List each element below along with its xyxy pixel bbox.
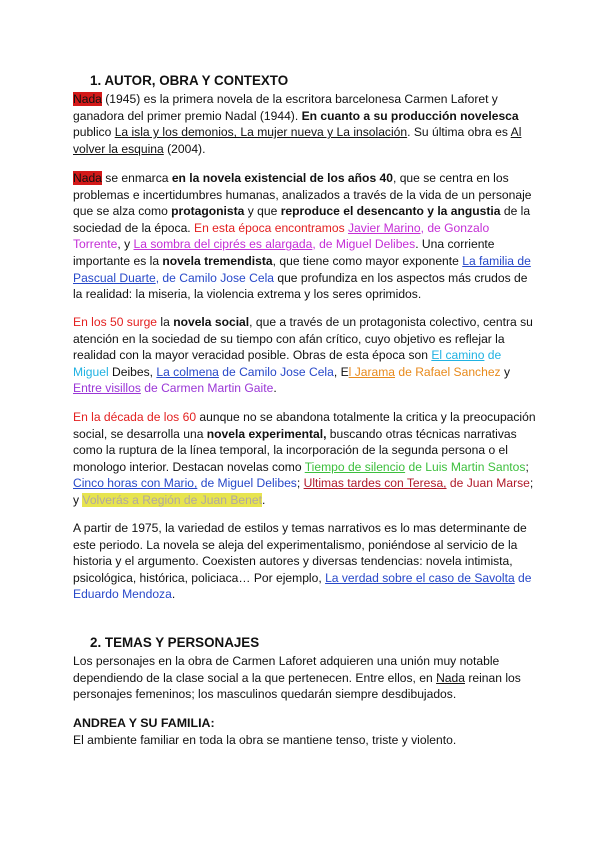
work-title: Javier Marino bbox=[348, 220, 421, 235]
bold-text: reproduce el desencanto y la angustia bbox=[280, 204, 501, 219]
red-text: En esta época encontramos bbox=[194, 220, 348, 235]
author-text: de Miguel Delibes bbox=[197, 476, 297, 491]
bold-text: en la novela existencial de los años 40 bbox=[171, 171, 393, 185]
author-text: , de Camilo Jose Cela bbox=[155, 270, 274, 285]
paragraph-4 bbox=[73, 409, 537, 509]
author-text: de Rafael Sanchez bbox=[395, 364, 501, 379]
text: ; y bbox=[73, 476, 534, 507]
red-text: En los 50 surge bbox=[73, 315, 158, 329]
work-title: Entre visillos bbox=[73, 381, 141, 396]
section-1-heading: 1. AUTOR, OBRA Y CONTEXTO bbox=[90, 73, 289, 88]
work-title: Cinco horas con Mario, bbox=[73, 476, 198, 491]
text: , y bbox=[117, 237, 134, 252]
work-title: El camino bbox=[431, 348, 485, 363]
text: reinan los personajes femeninos; los masculinos quedarán siempre desdibujados. bbox=[73, 670, 521, 702]
text: y que bbox=[244, 204, 281, 219]
author-text: de Luis Martin Santos bbox=[405, 459, 526, 474]
text: , que tiene como mayor exponente bbox=[272, 253, 463, 268]
text: , E bbox=[333, 364, 349, 379]
text: aunque no se abandona totalmente la critica y la preocupación social, se desarrolla una bbox=[73, 410, 536, 441]
bold-text: En cuanto a su producción novelesca bbox=[301, 108, 519, 123]
text: . bbox=[273, 381, 277, 396]
work-title: La familia de Pascual Duarte bbox=[73, 253, 531, 285]
bold-text: protagonista bbox=[171, 204, 245, 219]
red-text: En la década de los 60 bbox=[73, 410, 197, 424]
last-work: Al volver la esquina bbox=[73, 125, 522, 156]
author-text: de Eduardo Mendoza bbox=[73, 570, 532, 602]
paragraph-6 bbox=[73, 653, 537, 703]
text: que profundiza en los aspectos más crudos de la realidad: la miseria, la violencia extrema y los seres oprimidos. bbox=[73, 270, 528, 302]
author-text: , de Miguel Delibes bbox=[312, 237, 416, 252]
work-title: l Jarama bbox=[348, 364, 396, 379]
text: . bbox=[171, 587, 176, 602]
text: Deibes, bbox=[108, 364, 157, 379]
text: la bbox=[157, 315, 174, 329]
text: ; bbox=[525, 459, 529, 474]
title-underlined-nada: Nada bbox=[436, 670, 465, 685]
text: . bbox=[261, 492, 266, 507]
title-highlight-nada: Nada bbox=[73, 92, 102, 106]
work-title: La verdad sobre el caso de Savolta bbox=[325, 570, 515, 585]
text: . Una corriente importante es la bbox=[73, 237, 495, 268]
bold-text: novela tremendista bbox=[162, 253, 273, 268]
author-text: , de Gonzalo Torrente bbox=[73, 220, 490, 252]
works-list: La isla y los demonios, La mujer nueva y La insolación bbox=[114, 125, 408, 140]
text: de la sociedad de la época. bbox=[73, 204, 531, 235]
subheading-andrea: ANDREA Y SU FAMILIA: bbox=[73, 716, 215, 730]
paragraph-1 bbox=[73, 91, 537, 157]
text: publico bbox=[73, 125, 115, 140]
section-2-heading: 2. TEMAS Y PERSONAJES bbox=[90, 635, 260, 650]
text: buscando otras técnicas narrativas como la ruptura de la línea temporal, la incorporación de la segunda persona o el monologo interior. Destacan novelas como bbox=[73, 426, 517, 474]
text: Los personajes en la obra de Carmen Laforet adquieren una unión muy notable dependiendo de la clase social a la que pertenecen. Entre ellos, en bbox=[73, 654, 500, 685]
text: . Su última obra es bbox=[407, 125, 511, 140]
author-text: de Miguel bbox=[73, 348, 502, 379]
paragraph-3 bbox=[73, 314, 537, 397]
work-title: La sombra del ciprés es alargada bbox=[133, 237, 313, 252]
work-title: La colmena bbox=[156, 364, 219, 379]
paragraph-5 bbox=[73, 520, 537, 603]
paragraph-2 bbox=[73, 170, 537, 303]
text: (1945) es la primera novela de la escritora barcelonesa Carmen Laforet y ganadora del primer premio Nadal (1944). bbox=[73, 92, 498, 123]
author-text: de Carmen Martin Gaite bbox=[140, 381, 274, 396]
text: (2004). bbox=[163, 141, 206, 156]
text: y bbox=[500, 364, 511, 379]
paragraph-7: El ambiente familiar en toda la obra se mantiene tenso, triste y violento. bbox=[73, 733, 457, 747]
text: A partir de 1975, la variedad de estilos y temas narrativos es lo mas determinante de este periodo. La novela se aleja del experimentalismo, poniéndose al servicio de la historia y el argumento. Coexisten autores y diversas tendencias: novela intimista, psicológica, histórica, policiaca… Por ejemplo, bbox=[73, 521, 527, 585]
author-text: de Juan Marse bbox=[446, 476, 530, 491]
author-text: de Camilo Jose Cela bbox=[218, 364, 334, 379]
text: se enmarca bbox=[101, 171, 172, 185]
work-title: Tiempo de silencio bbox=[304, 459, 406, 474]
text: ; bbox=[296, 476, 304, 491]
highlighted-work: Volverás a Región de Juan Benet bbox=[82, 492, 262, 507]
bold-text: novela social bbox=[173, 315, 250, 329]
title-highlight-nada: Nada bbox=[73, 171, 102, 185]
work-title: Ultimas tardes con Teresa, bbox=[303, 476, 447, 491]
bold-text: novela experimental, bbox=[206, 426, 327, 441]
text: , que se centra en los problemas e incertidumbres humanas, analizados a través de la vida de un personaje que se alza como bbox=[73, 171, 532, 219]
text: , que a través de un protagonista colectivo, centra su atención en la sociedad de su tiempo con afán crítico, cuyo objetivo es reflejar la realidad con la mayor veracidad posible. Obras de esta época son bbox=[73, 315, 533, 363]
